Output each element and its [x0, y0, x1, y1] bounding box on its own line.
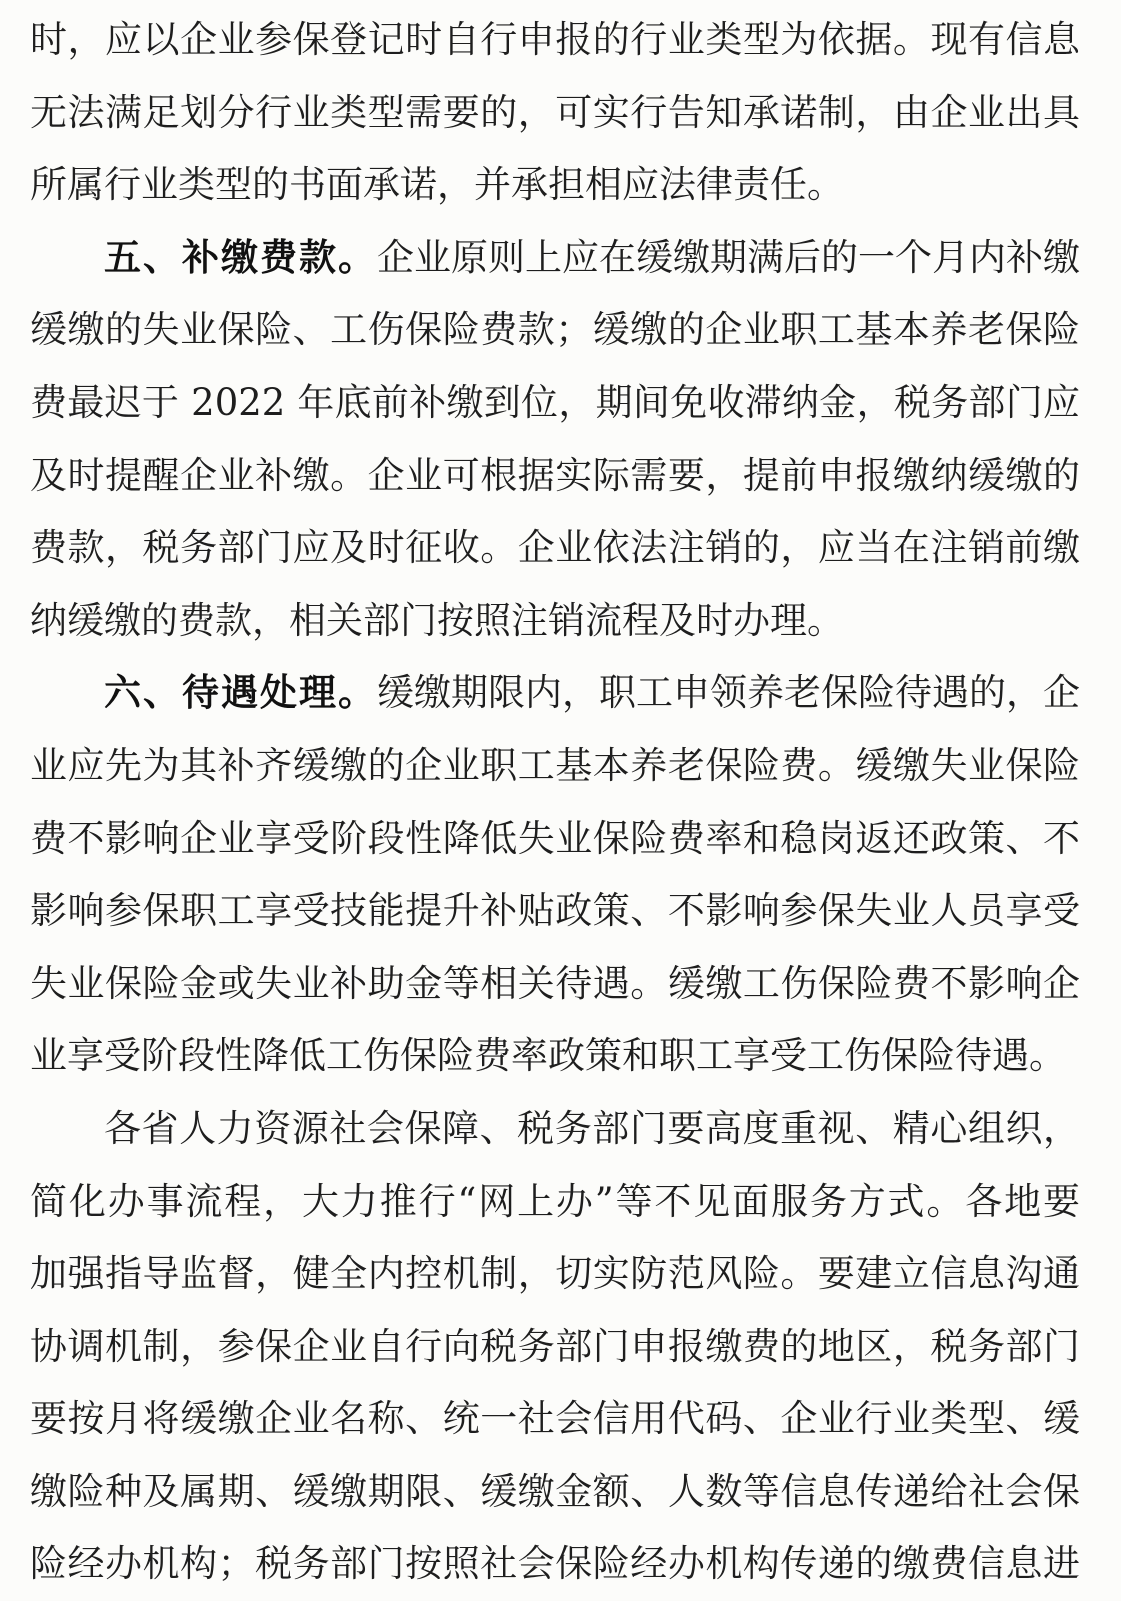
- text-line: [30, 875, 1080, 948]
- line-text: 缓缴的失业保险、工伤保险费款；缓缴的企业职工基本养老保险: [30, 308, 1080, 352]
- text-line: [30, 1383, 1080, 1456]
- text-line: [30, 4, 1080, 77]
- line-text: 失业保险金或失业补助金等相关待遇。缓缴工伤保险费不影响企: [30, 961, 1080, 1005]
- line-text: 协调机制，参保企业自行向税务部门申报缴费的地区，税务部门: [30, 1324, 1080, 1368]
- line-text: 企业原则上应在缓缴期满后的一个月内补缴: [377, 235, 1080, 279]
- line-text: 费款，税务部门应及时征收。企业依法注销的，应当在注销前缴: [30, 526, 1080, 570]
- line-text: 费最迟于 2022 年底前补缴到位，期间免收滞纳金，税务部门应: [30, 380, 1080, 424]
- text-line: [30, 585, 1080, 658]
- line-text: 要按月将缓缴企业名称、统一社会信用代码、企业行业类型、缓: [30, 1397, 1080, 1441]
- section-heading-five: 五、补缴费款。: [104, 235, 377, 279]
- line-text: 所属行业类型的书面承诺，并承担相应法律责任。: [30, 163, 844, 207]
- line-text: 费不影响企业享受阶段性降低失业保险费率和稳岗返还政策、不: [30, 816, 1080, 860]
- section-heading-six: 六、待遇处理。: [104, 671, 377, 715]
- text-line: [30, 1311, 1080, 1384]
- document-body: [30, 4, 1080, 1601]
- line-text: 各省人力资源社会保障、税务部门要高度重视、精心组织，: [104, 1106, 1080, 1150]
- line-text: 时，应以企业参保登记时自行申报的行业类型为依据。现有信息: [30, 18, 1080, 61]
- text-line: [30, 440, 1080, 513]
- line-text: 简化办事流程，大力推行“网上办”等不见面服务方式。各地要: [30, 1179, 1080, 1223]
- text-line: [30, 1528, 1080, 1601]
- line-text: 及时提醒企业补缴。企业可根据实际需要，提前申报缴纳缓缴的: [30, 453, 1080, 497]
- line-text: 业应先为其补齐缓缴的企业职工基本养老保险费。缓缴失业保险: [30, 743, 1080, 787]
- text-line: [30, 803, 1080, 876]
- text-line: [30, 77, 1080, 150]
- text-line: [30, 1020, 1080, 1093]
- line-text: 业享受阶段性降低工伤保险费率政策和职工享受工伤保险待遇。: [30, 1034, 1066, 1078]
- text-line: [30, 1238, 1080, 1311]
- text-line: [30, 294, 1080, 367]
- section-six-first-line: [30, 657, 1080, 730]
- text-line: [30, 512, 1080, 585]
- line-text: 缓缴期限内，职工申领养老保险待遇的，企: [377, 671, 1080, 715]
- line-text: 加强指导监督，健全内控机制，切实防范风险。要建立信息沟通: [30, 1252, 1080, 1296]
- text-line: [30, 1166, 1080, 1239]
- line-text: 险经办机构；税务部门按照社会保险经办机构传递的缴费信息进: [30, 1542, 1080, 1586]
- section-five-first-line: [30, 222, 1080, 295]
- line-text: 缴险种及属期、缓缴期限、缓缴金额、人数等信息传递给社会保: [30, 1469, 1080, 1513]
- text-line: [30, 149, 1080, 222]
- text-line: [30, 948, 1080, 1021]
- line-text: 纳缓缴的费款，相关部门按照注销流程及时办理。: [30, 598, 844, 642]
- paragraph-first-line: [30, 1093, 1080, 1166]
- text-line: [30, 1456, 1080, 1529]
- text-line: [30, 730, 1080, 803]
- line-text: 影响参保职工享受技能提升补贴政策、不影响参保失业人员享受: [30, 889, 1080, 933]
- text-line: [30, 367, 1080, 440]
- line-text: 无法满足划分行业类型需要的，可实行告知承诺制，由企业出具: [30, 90, 1080, 134]
